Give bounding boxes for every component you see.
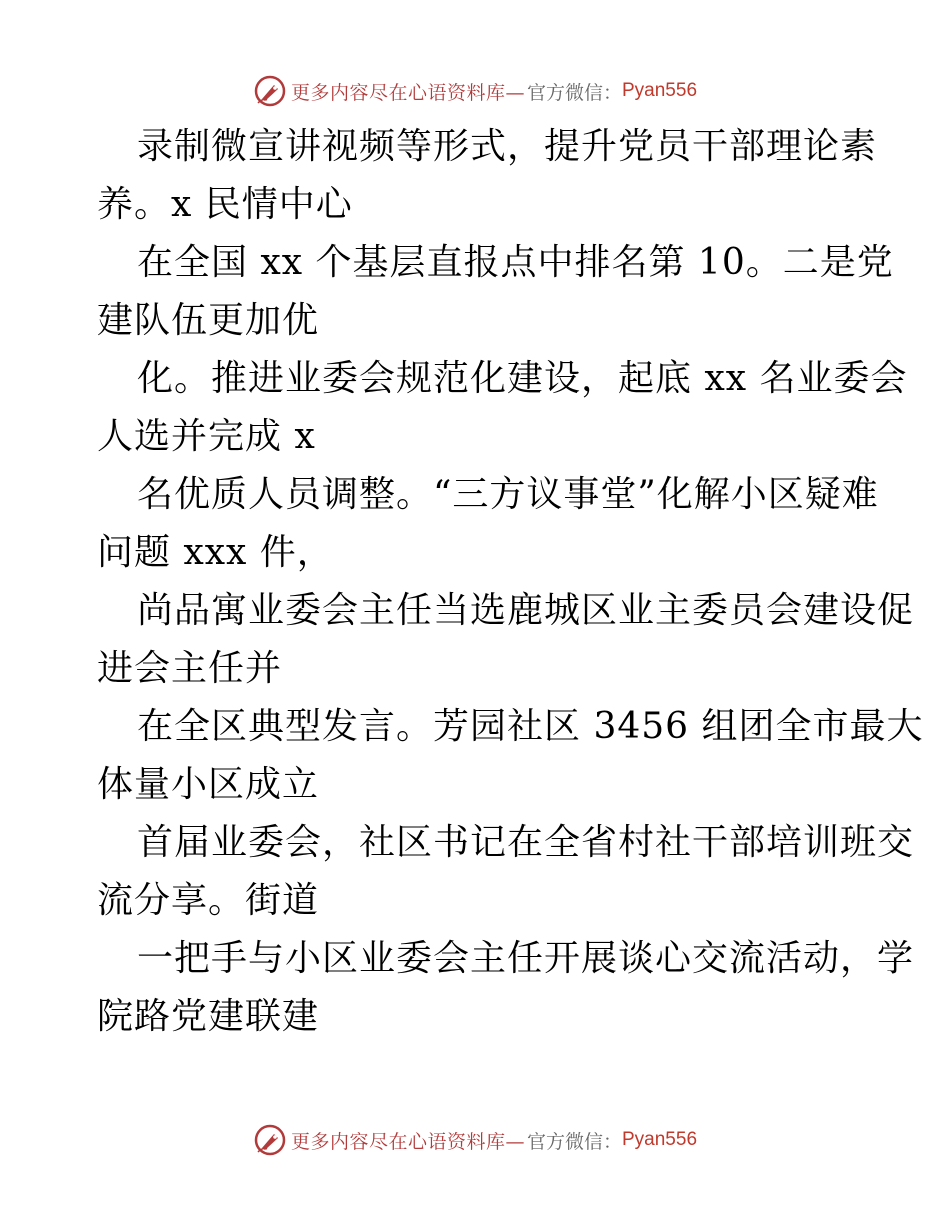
footer-watermark [0, 1120, 950, 1160]
body-line: 一把手与小区业委会主任开展谈心交流活动，学 [137, 938, 915, 979]
body-line: 化。推进业委会规范化建设，起底 xx 名业委会 [137, 358, 908, 399]
body-line: 流分享。街道 [97, 880, 320, 921]
body-line: 录制微宣讲视频等形式，提升党员干部理论素 [137, 126, 878, 167]
body-line: 养。x 民情中心 [97, 184, 353, 225]
watermark-text: 更多内容尽在心语资料库— [290, 81, 525, 104]
watermark-label: 官方微信： [526, 1130, 622, 1153]
watermark-text: 更多内容尽在心语资料库— [290, 1130, 525, 1153]
pen-nib-logo-icon [253, 1123, 287, 1157]
header-watermark [0, 71, 950, 111]
watermark-wechat-id: Pyan556 [622, 80, 698, 101]
body-line: 在全区典型发言。芳园社区 3456 组团全市最大 [137, 706, 924, 747]
body-line: 问题 xxx 件， [97, 532, 334, 573]
body-line: 进会主任并 [97, 648, 283, 689]
document-body [97, 118, 924, 1046]
body-line: 院路党建联建 [97, 996, 320, 1037]
body-line: 在全国 xx 个基层直报点中排名第 10。二是党 [137, 242, 894, 283]
watermark-wechat-id: Pyan556 [622, 1129, 698, 1150]
pen-nib-logo-icon [253, 74, 287, 108]
body-line: 首届业委会，社区书记在全省村社干部培训班交 [137, 822, 915, 863]
body-line: 体量小区成立 [97, 764, 320, 805]
body-line: 名优质人员调整。“三方议事堂”化解小区疑难 [137, 474, 879, 515]
body-line: 尚品寓业委会主任当选鹿城区业主委员会建设促 [137, 590, 915, 631]
body-line: 人选并完成 x [97, 416, 316, 457]
watermark-label: 官方微信： [526, 81, 622, 104]
body-line: 建队伍更加优 [97, 300, 320, 341]
